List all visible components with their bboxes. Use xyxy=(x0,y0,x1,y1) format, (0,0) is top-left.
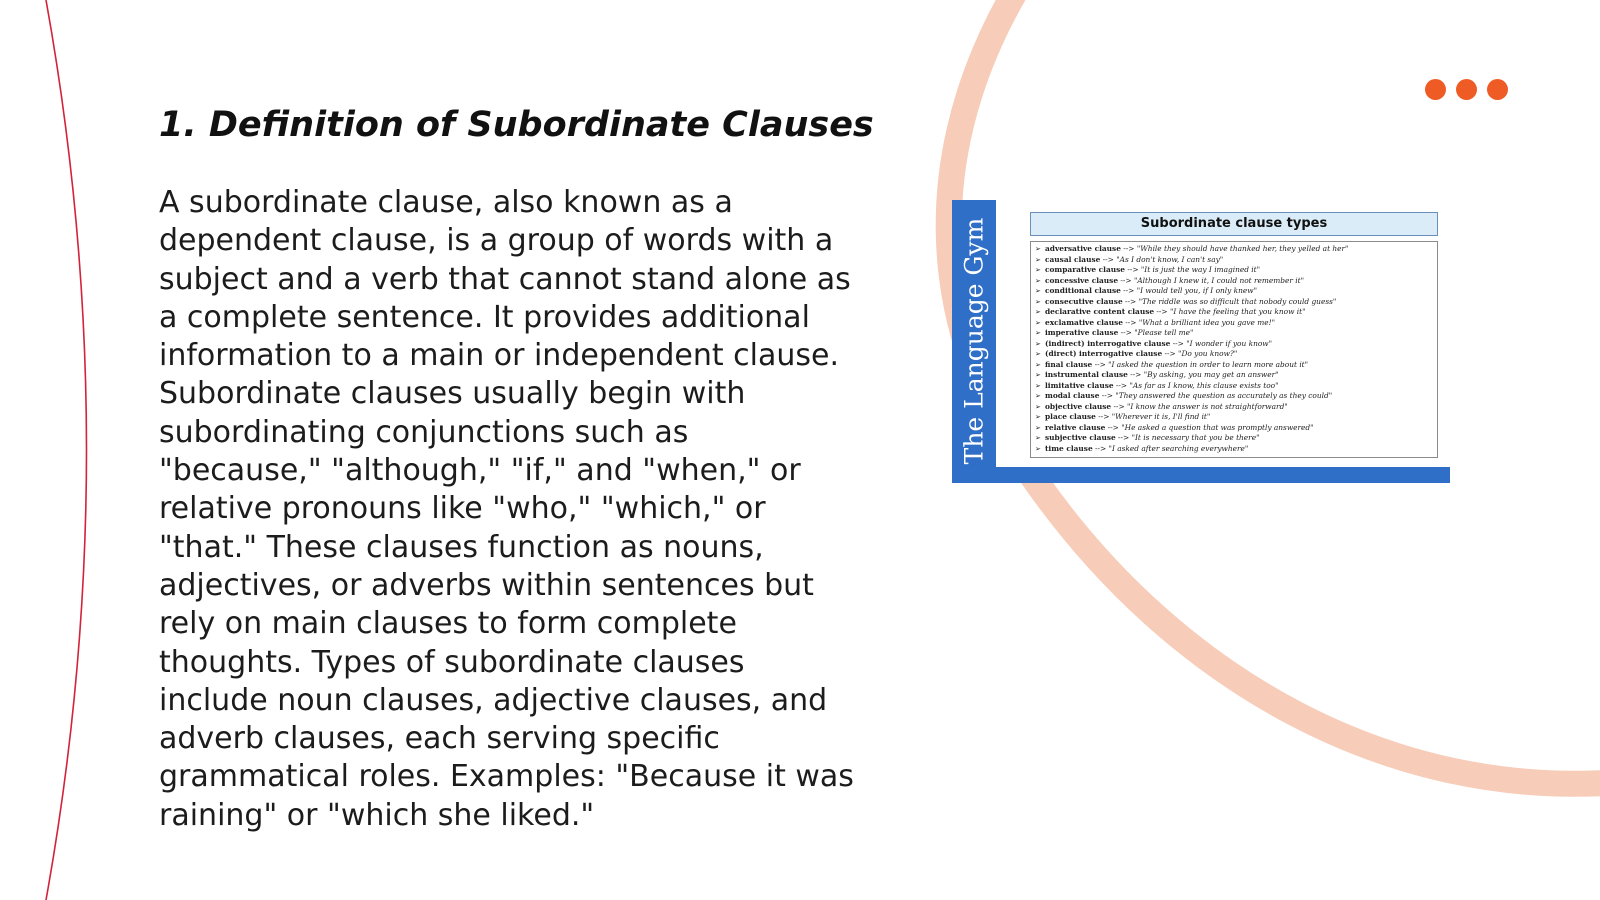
arrow-bullet-icon: ➢ xyxy=(1035,360,1041,369)
arrow-bullet-icon: ➢ xyxy=(1035,381,1041,390)
arrow-bullet-icon: ➢ xyxy=(1035,245,1041,253)
three-dots-icon xyxy=(1425,79,1508,100)
figure-list-box xyxy=(1030,241,1438,458)
list-item xyxy=(1035,402,1437,413)
arrow-separator: --> xyxy=(1118,328,1135,337)
clause-term: conditional clause xyxy=(1045,286,1121,295)
clause-example: "Please tell me" xyxy=(1134,328,1194,337)
arrow-bullet-icon: ➢ xyxy=(1035,423,1041,432)
clause-example: "Wherever it is, I'll find it" xyxy=(1111,412,1211,421)
clause-example: "As far as I know, this clause exists too" xyxy=(1129,380,1279,390)
decorative-line-left xyxy=(46,0,87,900)
clause-type-list xyxy=(1035,244,1437,454)
arrow-separator: --> xyxy=(1105,422,1122,432)
arrow-bullet-icon: ➢ xyxy=(1035,413,1041,421)
arrow-bullet-icon: ➢ xyxy=(1035,402,1041,411)
arrow-separator: --> xyxy=(1162,349,1179,358)
clause-example: "The riddle was so difficult that nobody could guess" xyxy=(1138,296,1337,306)
clause-example: "I have the feeling that you know it" xyxy=(1169,307,1306,316)
clause-example: "As I don't know, I can't say" xyxy=(1116,254,1224,264)
clause-term: exclamative clause xyxy=(1045,317,1123,327)
clause-example: "I would tell you, if I only knew" xyxy=(1136,286,1258,295)
clause-example: "Do you know?" xyxy=(1178,349,1238,358)
clause-term: imperative clause xyxy=(1045,328,1119,337)
list-item xyxy=(1035,244,1437,255)
clause-term: subjective clause xyxy=(1045,433,1116,442)
arrow-bullet-icon: ➢ xyxy=(1035,392,1041,400)
arrow-separator: --> xyxy=(1122,317,1139,327)
clause-term: (indirect) interrogative clause xyxy=(1045,338,1171,348)
clause-term: adversative clause xyxy=(1045,244,1121,253)
arrow-separator: --> xyxy=(1115,433,1132,442)
clause-example: "I wonder if you know" xyxy=(1186,338,1273,348)
clause-term: relative clause xyxy=(1045,422,1106,432)
arrow-separator: --> xyxy=(1111,401,1127,411)
arrow-separator: --> xyxy=(1120,244,1137,253)
clause-example: "He asked a question that was promptly answered" xyxy=(1121,422,1314,432)
clause-example: "It is necessary that you be there" xyxy=(1131,433,1260,442)
clause-term: modal clause xyxy=(1045,391,1100,400)
list-item xyxy=(1035,318,1437,329)
arrow-separator: --> xyxy=(1113,380,1130,390)
clause-term: time clause xyxy=(1045,443,1093,453)
list-item xyxy=(1035,412,1437,423)
dot-icon xyxy=(1425,79,1446,100)
clause-term: causal clause xyxy=(1045,254,1101,264)
clause-example: "They answered the question as accurately as they could" xyxy=(1115,391,1333,400)
list-item xyxy=(1035,328,1437,339)
figure-header: Subordinate clause types xyxy=(1030,212,1438,236)
arrow-bullet-icon: ➢ xyxy=(1035,444,1041,453)
arrow-separator: --> xyxy=(1122,296,1139,306)
arrow-bullet-icon: ➢ xyxy=(1035,371,1041,379)
clause-term: (direct) interrogative clause xyxy=(1045,349,1163,358)
arrow-separator: --> xyxy=(1170,338,1187,348)
list-item xyxy=(1035,276,1437,287)
arrow-bullet-icon: ➢ xyxy=(1035,329,1041,337)
arrow-bullet-icon: ➢ xyxy=(1035,308,1041,316)
arrow-separator: --> xyxy=(1118,275,1134,285)
clause-example: "By asking, you may get an answer" xyxy=(1143,370,1279,379)
arrow-separator: --> xyxy=(1100,254,1117,264)
clause-example: "What a brilliant idea you gave me!" xyxy=(1138,317,1276,327)
list-item xyxy=(1035,433,1437,444)
arrow-bullet-icon: ➢ xyxy=(1035,318,1041,327)
list-item xyxy=(1035,265,1437,276)
arrow-bullet-icon: ➢ xyxy=(1035,287,1041,295)
clause-term: place clause xyxy=(1045,412,1096,421)
figure-side-bar xyxy=(952,200,996,483)
arrow-bullet-icon: ➢ xyxy=(1035,276,1041,285)
clause-term: consecutive clause xyxy=(1045,296,1123,306)
figure-side-label: The Language Gym xyxy=(959,217,989,465)
list-item xyxy=(1035,297,1437,308)
slide-body-text: A subordinate clause, also known as a dependent clause, is a group of words with a subject and a verb that cannot stand alone as a complete sentence. It provides additional information to a main or independent clause. Subordinate clauses usually begin with subordinating conjunctions such as "because," "although," "if," and "when," or relative pronouns like "who," "which," or "that." These clauses function as nouns, adjectives, or adverbs within sentences but rely on main clauses to form complete thoughts. Types of subordinate clauses include noun clauses, adjective clauses, and adverb clauses, each serving specific grammatical roles. Examples: "Because it was raining" or "which she liked." xyxy=(159,185,854,833)
clause-term: objective clause xyxy=(1045,401,1112,411)
clause-example: "I asked the question in order to learn more about it" xyxy=(1108,359,1309,369)
clause-example: "It is just the way I imagined it" xyxy=(1140,265,1261,274)
list-item xyxy=(1035,370,1437,381)
arrow-bullet-icon: ➢ xyxy=(1035,339,1041,348)
dot-icon xyxy=(1487,79,1508,100)
arrow-bullet-icon: ➢ xyxy=(1035,434,1041,442)
clause-term: final clause xyxy=(1045,359,1093,369)
arrow-bullet-icon: ➢ xyxy=(1035,350,1041,358)
arrow-separator: --> xyxy=(1154,307,1170,316)
arrow-separator: --> xyxy=(1127,370,1144,379)
clause-types-image xyxy=(952,200,1450,483)
list-item xyxy=(1035,360,1437,371)
clause-example: "I know the answer is not straightforward" xyxy=(1127,401,1288,411)
arrow-separator: --> xyxy=(1092,443,1109,453)
arrow-bullet-icon: ➢ xyxy=(1035,297,1041,306)
clause-term: limitative clause xyxy=(1045,380,1114,390)
slide-title: 1. Definition of Subordinate Clauses xyxy=(159,105,874,145)
arrow-separator: --> xyxy=(1120,286,1137,295)
list-item xyxy=(1035,255,1437,266)
list-item xyxy=(1035,381,1437,392)
dot-icon xyxy=(1456,79,1477,100)
clause-term: concessive clause xyxy=(1045,275,1119,285)
arrow-bullet-icon: ➢ xyxy=(1035,255,1041,264)
list-item xyxy=(1035,339,1437,350)
list-item xyxy=(1035,391,1437,402)
clause-term: instrumental clause xyxy=(1045,370,1128,379)
arrow-separator: --> xyxy=(1092,359,1109,369)
clause-example: "While they should have thanked her, they yelled at her" xyxy=(1136,244,1349,253)
list-item xyxy=(1035,423,1437,434)
arrow-bullet-icon: ➢ xyxy=(1035,266,1041,274)
clause-example: "I asked after searching everywhere" xyxy=(1108,443,1249,453)
list-item xyxy=(1035,307,1437,318)
arrow-separator: --> xyxy=(1125,265,1141,274)
clause-term: comparative clause xyxy=(1045,265,1126,274)
list-item xyxy=(1035,286,1437,297)
list-item xyxy=(1035,444,1437,455)
figure-bottom-bar xyxy=(996,467,1450,483)
clause-term: declarative content clause xyxy=(1045,307,1155,316)
clause-example: "Although I knew it, I could not remember it" xyxy=(1133,275,1305,285)
arrow-separator: --> xyxy=(1095,412,1112,421)
list-item xyxy=(1035,349,1437,360)
arrow-separator: --> xyxy=(1099,391,1116,400)
